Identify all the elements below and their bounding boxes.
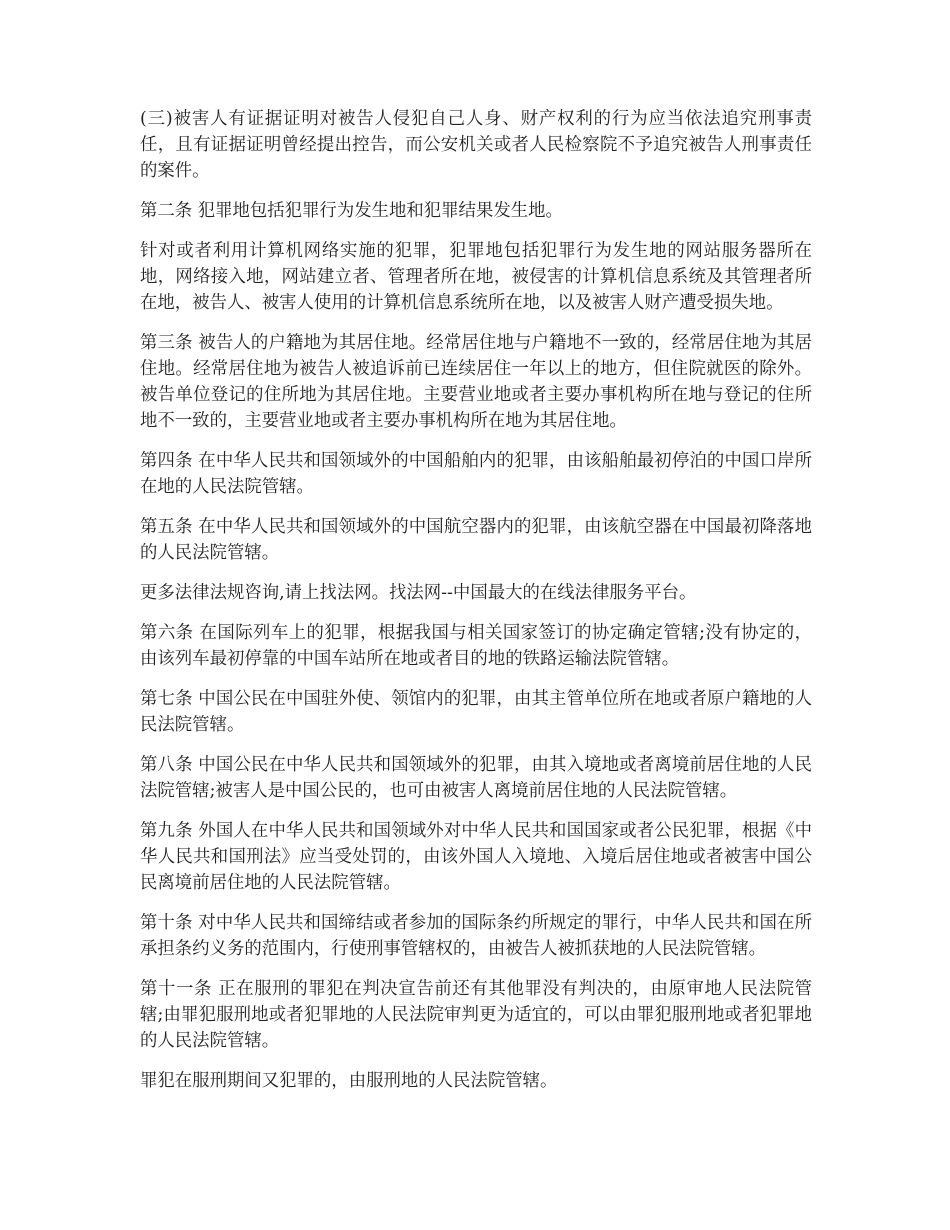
article-11-supplement-paragraph: 罪犯在服刑期间又犯罪的，由服刑地的人民法院管辖。 (140, 1071, 558, 1091)
article-3-paragraph: 第三条 被告人的户籍地为其居住地。经常居住地与户籍地不一致的，经常居住地为其居住地。经常居住地为被告人被追诉前已连续居住一年以上的地方，但住院就医的除外。 被告单位登记的住所地为其居住地。主要营业地或者主要办事机构所在地与登记的住所地不一致的，主要营业地或者主要办事机构所在地为其居住地。 (140, 333, 812, 431)
article-10-paragraph: 第十条 对中华人民共和国缔结或者参加的国际条约所规定的罪行，中华人民共和国在所承担条约义务的范围内，行使刑事管辖权的，由被告人被抓获地的人民法院管辖。 (140, 913, 812, 959)
article-8-paragraph: 第八条 中国公民在中华人民共和国领域外的犯罪，由其入境地或者离境前居住地的人民法院管辖;被害人是中国公民的，也可由被害人离境前居住地的人民法院管辖。 (140, 755, 812, 801)
document-body (140, 106, 812, 1108)
paragraph-item-3: (三)被害人有证据证明对被告人侵犯自己人身、财产权利的行为应当依法追究刑事责任，且有证据证明曾经提出控告，而公安机关或者人民检察院不予追究被告人刑事责任的案件。 (140, 109, 812, 181)
article-2-network-crime-paragraph: 针对或者利用计算机网络实施的犯罪，犯罪地包括犯罪行为发生地的网站服务器所在地，网络接入地，网站建立者、管理者所在地，被侵害的计算机信息系统及其管理者所在地，被告人、被害人使用的计算机信息系统所在地，以及被害人财产遭受损失地。 (140, 241, 812, 313)
article-7-paragraph: 第七条 中国公民在中国驻外使、领馆内的犯罪，由其主管单位所在地或者原户籍地的人民法院管辖。 (140, 689, 812, 735)
article-11-paragraph: 第十一条 正在服刑的罪犯在判决宣告前还有其他罪没有判决的，由原审地人民法院管辖;由罪犯服刑地或者犯罪地的人民法院审判更为适宜的，可以由罪犯服刑地或者犯罪地的人民法院管辖。 (140, 979, 812, 1051)
promo-paragraph: 更多法律法规咨询,请上找法网。找法网--中国最大的在线法律服务平台。 (140, 583, 697, 603)
article-6-paragraph: 第六条 在国际列车上的犯罪，根据我国与相关国家签订的协定确定管辖;没有协定的，由该列车最初停靠的中国车站所在地或者目的地的铁路运输法院管辖。 (140, 623, 812, 669)
article-4-paragraph: 第四条 在中华人民共和国领域外的中国船舶内的犯罪，由该船舶最初停泊的中国口岸所在地的人民法院管辖。 (140, 451, 812, 497)
article-5-paragraph: 第五条 在中华人民共和国领域外的中国航空器内的犯罪，由该航空器在中国最初降落地的人民法院管辖。 (140, 517, 812, 563)
article-9-paragraph: 第九条 外国人在中华人民共和国领域外对中华人民共和国国家或者公民犯罪，根据《中华人民共和国刑法》应当受处罚的，由该外国人入境地、入境后居住地或者被害中国公民离境前居住地的人民法院管辖。 (140, 821, 812, 893)
article-2-paragraph: 第二条 犯罪地包括犯罪行为发生地和犯罪结果发生地。 (140, 201, 563, 221)
